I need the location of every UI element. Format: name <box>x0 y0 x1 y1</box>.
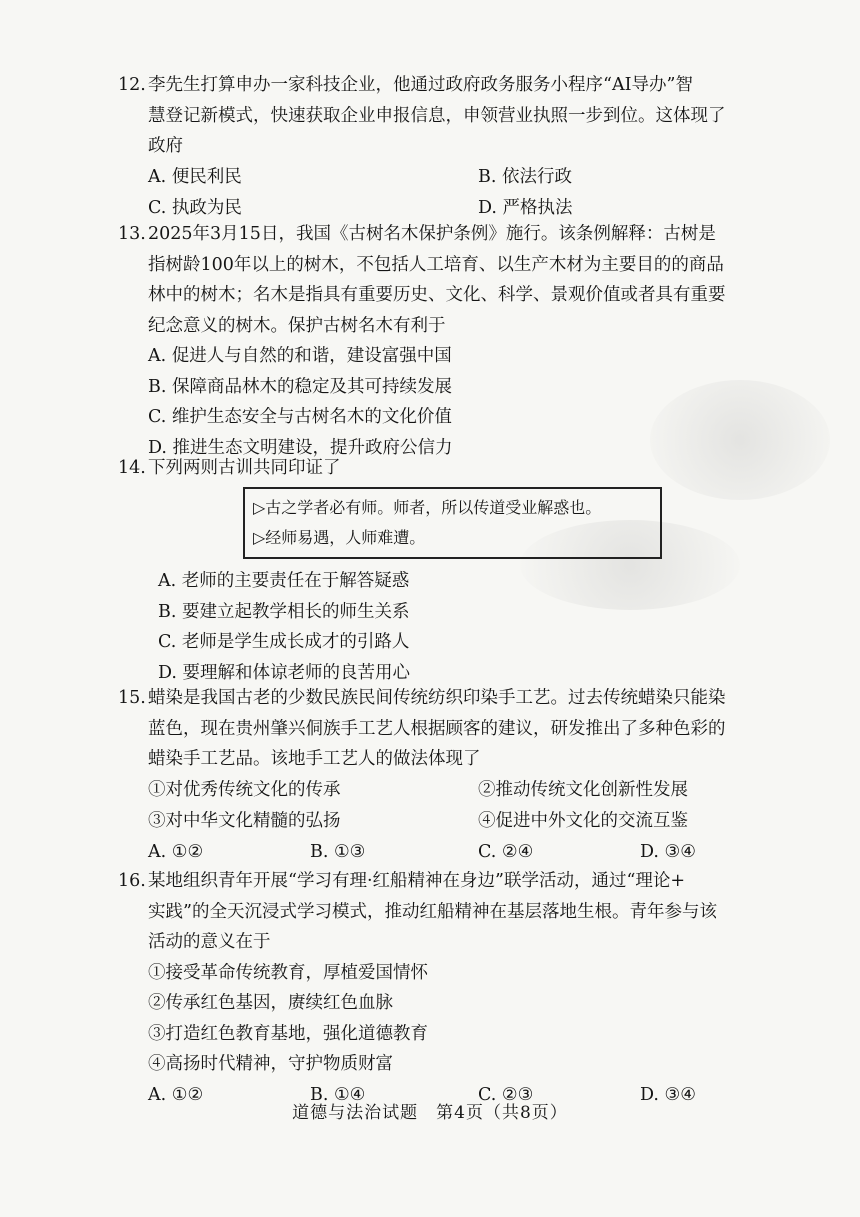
stem-line: 活动的意义在于 <box>148 932 271 952</box>
option-a[interactable]: A. 促进人与自然的和谐，建设富强中国 <box>148 346 452 366</box>
question-13 <box>118 219 778 463</box>
stem-line: 下列两则古训共同印证了 <box>148 458 341 478</box>
stem-line: 蜡染是我国古老的少数民族民间传统纺织印染手工艺。过去传统蜡染只能染 <box>148 688 726 708</box>
option-a[interactable]: A. ①② <box>148 1084 204 1105</box>
statements-and-options <box>148 775 778 868</box>
option-d[interactable]: D. 严格执法 <box>478 197 573 218</box>
stem-line: 政府 <box>148 136 183 156</box>
question-number: 16. <box>118 871 146 891</box>
stem-line: 李先生打算申办一家科技企业，他通过政府政务服务小程序“AI导办”智 <box>148 75 693 95</box>
stem-line: 林中的树木；名木是指具有重要历史、文化、科学、景观价值或者具有重要 <box>148 285 726 305</box>
statement-4: ④促进中外文化的交流互鉴 <box>478 810 688 831</box>
statement-2: ②推动传统文化创新性发展 <box>478 779 688 800</box>
stem-line: 慧登记新模式，快速获取企业申报信息，申领营业执照一步到位。这体现了 <box>148 105 726 126</box>
option-d[interactable]: D. ③④ <box>640 841 696 862</box>
statements <box>148 958 778 1080</box>
question-stem <box>148 70 778 162</box>
ancient-maxims-box <box>243 487 662 559</box>
question-15 <box>118 683 778 868</box>
option-c[interactable]: C. ②④ <box>478 841 534 862</box>
statement-2: ②传承红色基因，赓续红色血脉 <box>148 993 393 1013</box>
question-number: 12. <box>118 75 146 95</box>
stem-line: 蜡染手工艺品。该地手工艺人的做法体现了 <box>148 749 481 769</box>
option-b[interactable]: B. ①③ <box>310 841 366 862</box>
question-stem <box>148 219 778 341</box>
option-d[interactable]: D. ③④ <box>640 1084 696 1105</box>
question-12 <box>118 70 778 224</box>
statement-3: ③打造红色教育基地，强化道德教育 <box>148 1023 428 1044</box>
stem-line: 2025年3月15日，我国《古树名木保护条例》施行。该条例解释：古树是 <box>148 224 716 244</box>
statement-3: ③对中华文化精髓的弘扬 <box>148 810 341 831</box>
statement-1: ①对优秀传统文化的传承 <box>148 779 341 800</box>
question-number: 14. <box>118 458 146 478</box>
maxim-line: ▷经师易遇，人师难遭。 <box>253 528 426 547</box>
option-b[interactable]: B. 保障商品林木的稳定及其可持续发展 <box>148 376 452 397</box>
stem-line: 蓝色，现在贵州肇兴侗族手工艺人根据顾客的建议，研发推出了多种色彩的 <box>148 718 726 739</box>
option-c[interactable]: C. ②③ <box>478 1084 534 1105</box>
stem-line: 某地组织青年开展“学习有理·红船精神在身边”联学活动，通过“理论+ <box>148 871 686 891</box>
maxim-line: ▷古之学者必有师。师者，所以传道受业解惑也。 <box>253 498 602 517</box>
options <box>148 162 778 224</box>
page-footer: 道德与法治试题 第4页（共8页） <box>292 1103 568 1123</box>
stem-line: 指树龄100年以上的树木，不包括人工培育、以生产木材为主要目的的商品 <box>148 254 724 275</box>
question-stem <box>148 683 778 775</box>
stem-line: 实践”的全天沉浸式学习模式，推动红船精神在基层落地生根。青年参与该 <box>148 901 717 922</box>
option-a[interactable]: A. 便民利民 <box>148 166 242 187</box>
option-d[interactable]: D. 要理解和体谅老师的良苦用心 <box>158 662 411 683</box>
option-b[interactable]: B. 依法行政 <box>478 166 572 187</box>
statement-1: ①接受革命传统教育，厚植爱国情怀 <box>148 962 428 983</box>
question-14 <box>118 453 778 484</box>
stem-line: 纪念意义的树木。保护古树名木有利于 <box>148 315 446 336</box>
question-stem <box>148 866 778 958</box>
options <box>158 566 778 688</box>
option-a[interactable]: A. ①② <box>148 841 204 862</box>
question-stem <box>148 453 778 484</box>
option-b[interactable]: B. ①④ <box>310 1084 366 1105</box>
option-c[interactable]: C. 老师是学生成长成才的引路人 <box>158 632 410 652</box>
option-d[interactable]: D. 推进生态文明建设，提升政府公信力 <box>148 437 453 458</box>
question-16 <box>118 866 778 1111</box>
question-14-options <box>118 566 778 688</box>
option-a[interactable]: A. 老师的主要责任在于解答疑惑 <box>158 571 410 591</box>
option-c[interactable]: C. 维护生态安全与古树名木的文化价值 <box>148 407 452 427</box>
option-b[interactable]: B. 要建立起教学相长的师生关系 <box>158 601 410 622</box>
question-number: 13. <box>118 224 146 244</box>
options <box>148 341 778 463</box>
statement-4: ④高扬时代精神，守护物质财富 <box>148 1054 393 1074</box>
option-c[interactable]: C. 执政为民 <box>148 197 242 218</box>
question-number: 15. <box>118 688 146 708</box>
